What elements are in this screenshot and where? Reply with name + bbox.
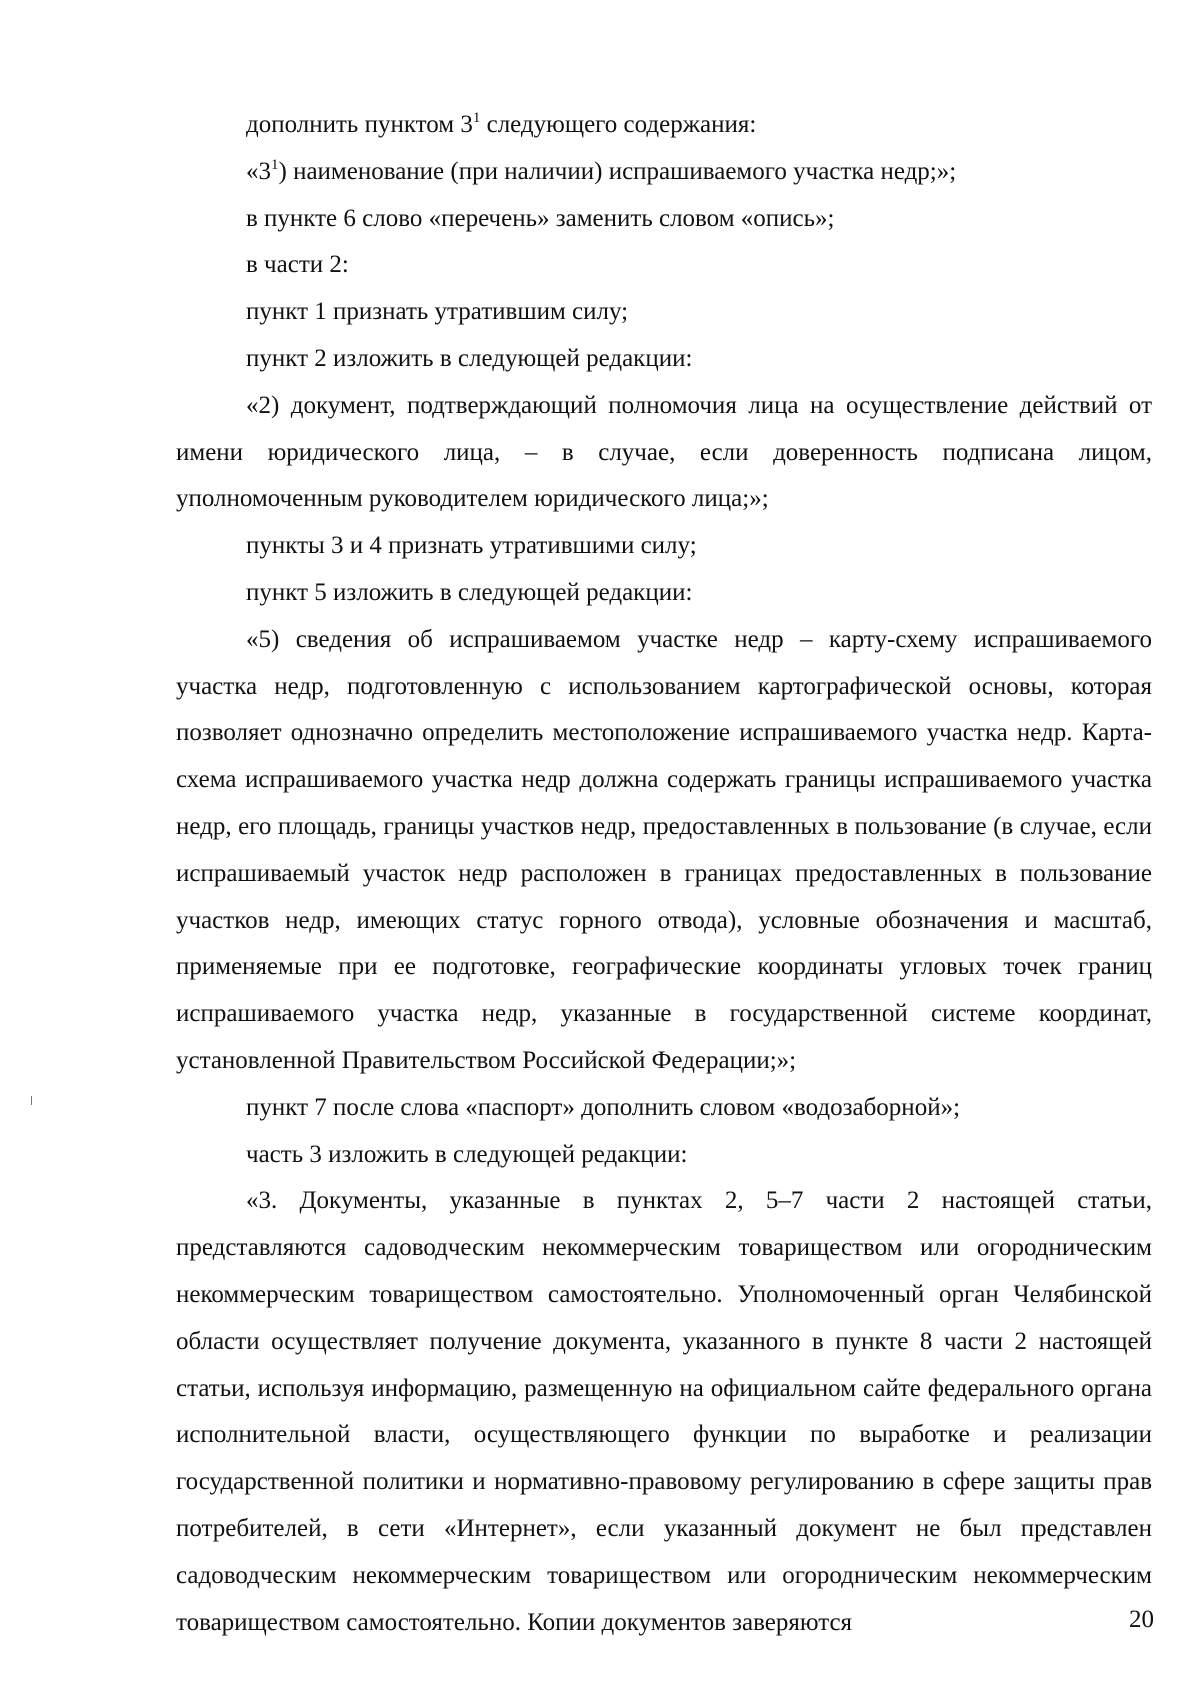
paragraph-4: в части 2:	[246, 251, 349, 279]
page-number: 20	[1129, 1606, 1154, 1633]
paragraph-10: «5) сведения об испрашиваемом участке недр – карту-схему испрашиваемого участка недр, подготовленную с использованием картографической основы, которая позволяет однозначно определить местоположение испрашиваемого участка недр. Карта-схема испрашиваемого участка недр должна содержать границы испрашиваемого участка недр, его площадь, границы участков недр, предоставленных в пользование (в случае, если испрашиваемый участок недр расположен в границах предоставленных в пользование участков недр, имеющих статус горного отвода), условные обозначения и масштаб, применяемые при ее подготовке, географические координаты угловых точек границ испрашиваемого участка недр, указанные в государственной системе координат, установленной Правительством Российской Федерации;»;	[176, 625, 1152, 1074]
superscript: 1	[472, 110, 481, 126]
paragraph-3: в пункте 6 слово «перечень» заменить словом «опись»;	[246, 204, 835, 232]
paragraph-1-text: дополнить пунктом 3	[246, 111, 473, 138]
document-body	[176, 102, 1152, 1646]
paragraph-11: пункт 7 после слова «паспорт» дополнить словом «водозаборной»;	[246, 1093, 961, 1121]
paragraph-1-text-end: следующего содержания:	[480, 111, 757, 138]
paragraph-8: пункты 3 и 4 признать утратившими силу;	[246, 532, 697, 560]
paragraph-2-text: «3	[246, 157, 271, 185]
paragraph-9: пункт 5 изложить в следующей редакции:	[246, 578, 693, 606]
scan-speck	[31, 1096, 32, 1105]
paragraph-6: пункт 2 изложить в следующей редакции:	[246, 344, 693, 372]
paragraph-2-text-end: ) наименование (при наличии) испрашиваемого участка недр;»;	[278, 157, 957, 185]
paragraph-2	[176, 149, 1152, 196]
paragraph-13: «3. Документы, указанные в пунктах 2, 5–7 части 2 настоящей статьи, представляются садоводческим некоммерческим товариществом или огородническим некоммерческим товариществом самостоятельно. Уполномоченный орган Челябинской области осуществляет получение документа, указанного в пункте 8 части 2 настоящей статьи, используя информацию, размещенную на официальном сайте федерального органа исполнительной власти, осуществляющего функции по выработке и реализации государственной политики и нормативно-правовому регулированию в сфере защиты прав потребителей, в сети «Интернет», если указанный документ не был представлен садоводческим некоммерческим товариществом или огородническим некоммерческим товариществом самостоятельно. Копии документов заверяются	[176, 1187, 1152, 1636]
paragraph-12: часть 3 изложить в следующей редакции:	[246, 1140, 688, 1168]
paragraph-5: пункт 1 признать утратившим силу;	[246, 298, 629, 326]
superscript: 1	[271, 156, 279, 173]
paragraph-1	[176, 102, 1152, 149]
paragraph-7: «2) документ, подтверждающий полномочия лица на осуществление действий от имени юридического лица, – в случае, если доверенность подписана лицом, уполномоченным руководителем юридического лица;»;	[176, 391, 1152, 513]
